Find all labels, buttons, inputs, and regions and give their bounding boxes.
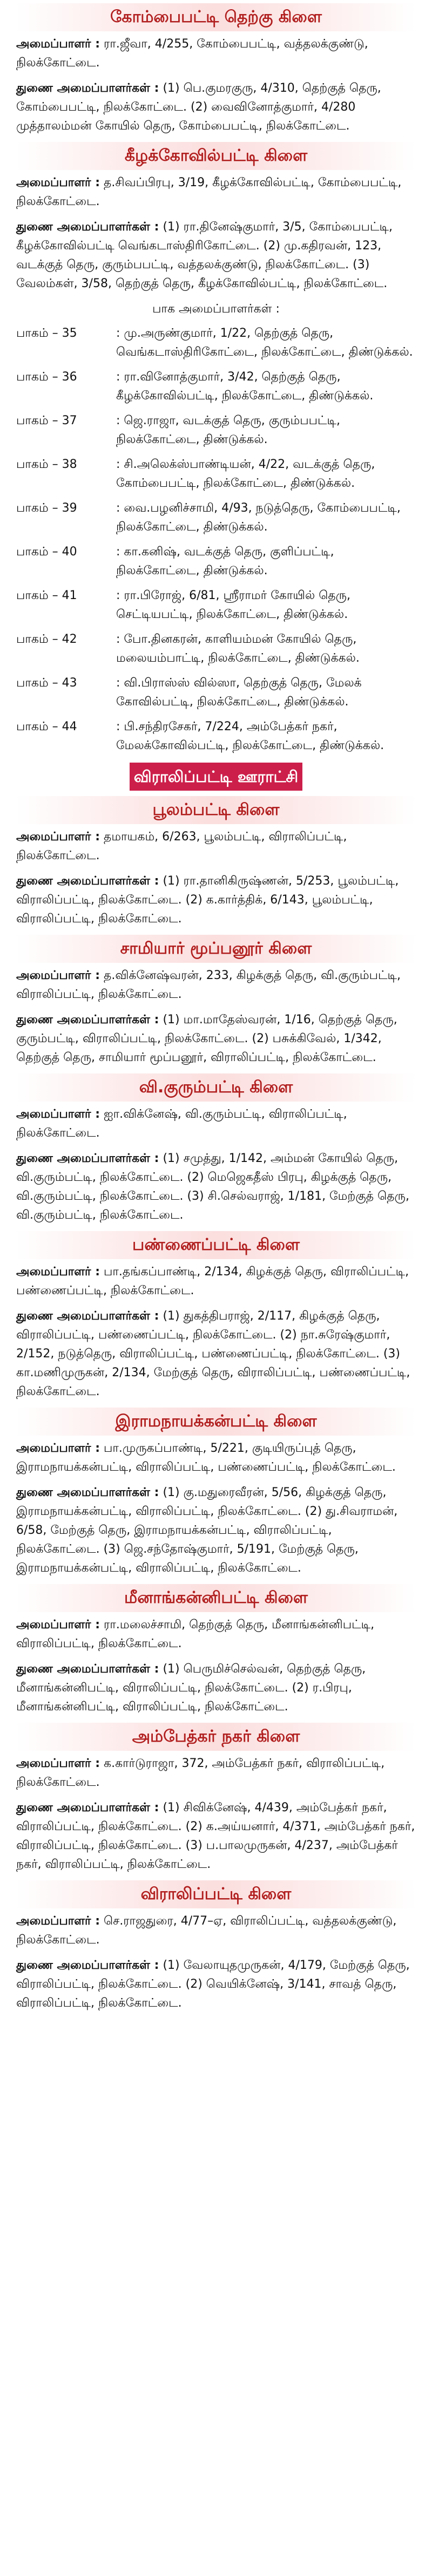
booth-organiser-details: : மு.அருண்குமார், 1/22, தெற்குத் தெரு, வெங்கடாஸ்திரிகோட்டை, நிலக்கோட்டை, திண்டுக்கல். <box>116 327 413 359</box>
branch-heading: வி.குரும்பட்டி கிளை <box>16 1073 416 1102</box>
organiser-details: செ.ராஜதுரை, 4/77–ஏ, விராலிப்பட்டி, வத்தலக்குண்டு, நிலக்கோட்டை. <box>16 1914 397 1947</box>
booth-number: பாகம் – 44 <box>16 720 77 733</box>
organiser-entry <box>16 35 416 72</box>
booth-organiser-details: : ரா.பிரோஜ், 6/81, ஸ்ரீராமர் கோயில் தெரு, செட்டியபட்டி, நிலக்கோட்டை, திண்டுக்கல். <box>116 589 351 621</box>
organiser-entry <box>16 1149 416 1225</box>
role-label: அமைப்பாளர் : <box>16 37 100 51</box>
role-label: அமைப்பாளர் : <box>16 1757 100 1770</box>
booth-row <box>16 368 416 405</box>
role-label: துணை அமைப்பாளர்கள் : <box>16 1152 159 1165</box>
organiser-details: ரா.மலைச்சாமி, தெற்குத் தெரு, மீனாங்கன்னிபட்டி, விராலிப்பட்டி, நிலக்கோட்டை. <box>16 1618 375 1650</box>
booth-row <box>16 455 416 493</box>
booth-organiser-details: : பி.சந்திரசேகர், 7/224, அம்பேத்கர் நகர், மேலக்கோவில்பட்டி, நிலக்கோட்டை, திண்டுக்கல். <box>116 720 384 752</box>
branch-heading: பூலம்பட்டி கிளை <box>16 796 416 824</box>
organiser-details: (1) ரா.தானிகிருஷ்ணன், 5/253, பூலம்பட்டி, விராலிப்பட்டி, நிலக்கோட்டை. (2) க.கார்த்திக், 6/143, பூலம்பட்டி, விராலிப்பட்டி, நிலக்கோட்டை. <box>16 874 399 926</box>
role-label: அமைப்பாளர் : <box>16 176 100 189</box>
organiser-entry <box>16 966 416 1004</box>
role-label: துணை அமைப்பாளர்கள் : <box>16 1662 159 1676</box>
organiser-entry <box>16 79 416 135</box>
role-label: அமைப்பாளர் : <box>16 1618 100 1632</box>
organiser-entry <box>16 1483 416 1578</box>
role-label: அமைப்பாளர் : <box>16 1442 100 1455</box>
booth-number: பாகம் – 38 <box>16 458 77 471</box>
booth-organiser-details: : சி.அலெக்ஸ்பாண்டியன், 4/22, வடக்குத் தெரு, கோம்பைபட்டி, நிலக்கோட்டை, திண்டுக்கல். <box>116 458 375 490</box>
organiser-entry <box>16 872 416 928</box>
booth-row <box>16 499 416 536</box>
organiser-entry <box>16 1010 416 1067</box>
booth-number: பாகம் – 35 <box>16 327 77 340</box>
organiser-entry <box>16 1105 416 1143</box>
role-label: அமைப்பாளர் : <box>16 1914 100 1928</box>
booth-row <box>16 411 416 449</box>
role-label: துணை அமைப்பாளர்கள் : <box>16 81 159 95</box>
panchayat-banner: விராலிப்பட்டி ஊராட்சி <box>130 763 302 791</box>
role-label: அமைப்பாளர் : <box>16 1265 100 1279</box>
branch-heading: இராமநாயக்கன்பட்டி கிளை <box>16 1408 416 1436</box>
booth-number: பாகம் – 42 <box>16 633 77 646</box>
organiser-entry <box>16 1307 416 1401</box>
organiser-details: (1) துகத்திபராஜ், 2/117, கிழக்குத் தெரு, விராலிப்பட்டி, பண்ணைப்பட்டி, நிலக்கோட்டை. (2) நா.சுரேஷ்குமார், 2/152, நடுத்தெரு, விராலிப்பட்டி, பண்ணைப்பட்டி, நிலக்கோட்டை. (3) கா.மணிமுருகன், 2/134, மேற்குத் தெரு, விராலிப்பட்டி, பண்ணைப்பட்டி, நிலக்கோட்டை. <box>16 1309 410 1398</box>
role-label: துணை அமைப்பாளர்கள் : <box>16 1959 159 1972</box>
booth-number: பாகம் – 43 <box>16 676 77 690</box>
organiser-details: (1) சமுத்து, 1/142, அம்மன் கோயில் தெரு, வி.குரும்பட்டி, நிலக்கோட்டை. (2) மெஜெகதீஸ் பிரபு, கிழக்குத் தெரு, வி.குரும்பட்டி, நிலக்கோட்டை. (3) சி.செல்வராஜ், 1/181, மேற்குத் தெரு, வி.குரும்பட்டி, நிலக்கோட்டை. <box>16 1152 409 1222</box>
organiser-details: (1) கு.மதுரைவீரன், 5/56, கிழக்குத் தெரு, இராமநாயக்கன்பட்டி, விராலிப்பட்டி, நிலக்கோட்டை. (2) து.சிவராமன், 6/58, மேற்குத் தெரு, இராமநாயக்கன்பட்டி, விராலிப்பட்டி, நிலக்கோட்டை. (3) ஜெ.சந்தோஷ்குமார், 5/191, மேற்குத் தெரு, இராமநாயக்கன்பட்டி, விராலிப்பட்டி, நிலக்கோட்டை. <box>16 1486 398 1575</box>
booth-row <box>16 586 416 624</box>
organiser-details: தமாயகம், 6/263, பூலம்பட்டி, விராலிப்பட்டி, நிலக்கோட்டை. <box>16 830 347 862</box>
booth-number: பாகம் – 37 <box>16 414 77 427</box>
role-label: துணை அமைப்பாளர்கள் : <box>16 1013 159 1027</box>
branch-heading: கீழக்கோவில்பட்டி கிளை <box>16 142 416 170</box>
booth-organiser-details: : ஜெ.ராஜா, வடக்குத் தெரு, குரும்பபட்டி, நிலக்கோட்டை, திண்டுக்கல். <box>116 414 341 446</box>
organiser-details: பா.தங்கப்பாண்டி, 2/134, கிழக்குத் தெரு, விராலிப்பட்டி, பண்ணைப்பட்டி, நிலக்கோட்டை. <box>16 1265 409 1297</box>
booth-number: பாகம் – 39 <box>16 501 77 515</box>
booth-row <box>16 542 416 580</box>
booth-organiser-details: : ரா.வினோத்குமார், 3/42, தெற்குத் தெரு, கீழக்கோவில்பட்டி, நிலக்கோட்டை, திண்டுக்கல். <box>116 370 374 403</box>
organiser-entry <box>16 1754 416 1792</box>
organiser-details: ஐா.விக்னேஷ், வி.குரும்பட்டி, விராலிப்பட்டி, நிலக்கோட்டை. <box>16 1107 347 1140</box>
branch-heading: சாமியார் மூப்பனூர் கிளை <box>16 935 416 963</box>
organiser-entry <box>16 827 416 865</box>
organiser-entry <box>16 173 416 211</box>
role-label: துணை அமைப்பாளர்கள் : <box>16 1801 159 1814</box>
role-label: துணை அமைப்பாளர்கள் : <box>16 874 159 888</box>
organiser-entry <box>16 1660 416 1716</box>
organiser-entry <box>16 1615 416 1653</box>
organiser-entry <box>16 1262 416 1300</box>
booth-number: பாகம் – 36 <box>16 370 77 384</box>
organiser-details: (1) வேலாயுதமுருகன், 4/179, மேற்குத் தெரு, விராலிப்பட்டி, நிலக்கோட்டை. (2) வெயிக்னேஷ், 3/141, சாவத் தெரு, விராலிப்பட்டி, நிலக்கோட்டை. <box>16 1959 410 2010</box>
branch-heading: அம்பேத்கர் நகர் கிளை <box>16 1723 416 1751</box>
booth-organiser-details: : வி.பிராஸ்ஸ் வில்ஸா, தெற்குத் தெரு, மேலக் கோவில்பட்டி, நிலக்கோட்டை, திண்டுக்கல். <box>116 676 362 709</box>
role-label: துணை அமைப்பாளர்கள் : <box>16 1309 159 1323</box>
role-label: அமைப்பாளர் : <box>16 830 100 844</box>
booth-row <box>16 324 416 362</box>
organiser-details: (1) பெருமிச்செல்வன், தெற்குத் தெரு, மீனாங்கன்னிபட்டி, விராலிப்பட்டி, நிலக்கோட்டை. (2) ர.பிரபு, மீனாங்கன்னிபட்டி, விராலிப்பட்டி, நிலக்கோட்டை. <box>16 1662 366 1714</box>
organiser-details: (1) மா.மாதேஸ்வரன், 1/16, தெற்குத் தெரு, குரும்பட்டி, விராலிப்பட்டி, நிலக்கோட்டை. (2) பசுக்கிவேல், 1/342, தெற்குத் தெரு, சாமியார் மூப்பனூர், விராலிப்பட்டி, நிலக்கோட்டை. <box>16 1013 397 1064</box>
organiser-details: த.சிவப்பிரபு, 3/19, கீழக்கோவில்பட்டி, கோம்பைபட்டி, நிலக்கோட்டை. <box>16 176 402 208</box>
booth-row <box>16 630 416 668</box>
organiser-details: த.விக்னேஷ்வரன், 233, கிழக்குத் தெரு, வி.குரும்பட்டி, விராலிப்பட்டி, நிலக்கோட்டை. <box>16 969 401 1001</box>
booth-number: பாகம் – 40 <box>16 545 77 559</box>
booth-organiser-details: : கா.கனிஷ், வடக்குத் தெரு, குளிப்பட்டி, நிலக்கோட்டை, திண்டுக்கல். <box>116 545 334 577</box>
organiser-entry <box>16 1798 416 1874</box>
role-label: அமைப்பாளர் : <box>16 969 100 982</box>
role-label: துணை அமைப்பாளர்கள் : <box>16 1486 159 1499</box>
branch-heading: விராலிப்பட்டி கிளை <box>16 1880 416 1908</box>
role-label: துணை அமைப்பாளர்கள் : <box>16 220 159 234</box>
booth-row <box>16 674 416 711</box>
organiser-details: (1) ரா.தினேஷ்குமார், 3/5, கோம்பைபட்டி, கீழக்கோவில்பட்டி வெங்கடாஸ்திரிகோட்டை. (2) மு.கதிரவன், 123, வடக்குத் தெரு, குரும்பபட்டி, வத்தலக்குண்டு, நிலக்கோட்டை. (3) வேலம்கள், 3/58, தெற்குத் தெரு, கீழக்கோவில்பட்டி, நிலக்கோட்டை. <box>16 220 393 290</box>
booth-organiser-details: : போ.தினகரன், காளியம்மன் கோயில் தெரு, மலையம்பாட்டி, நிலக்கோட்டை, திண்டுக்கல். <box>116 633 360 665</box>
organiser-entry <box>16 1956 416 2013</box>
branch-heading: பண்ணைப்பட்டி கிளை <box>16 1231 416 1259</box>
organiser-details: ரா.ஜீவா, 4/255, கோம்பைபட்டி, வத்தலக்குண்டு, நிலக்கோட்டை. <box>16 37 368 70</box>
organiser-details: (1) சிவிக்னேஷ், 4/439, அம்பேத்கர் நகர், விராலிப்பட்டி, நிலக்கோட்டை. (2) க.அய்யனார், 4/371, அம்பேத்கர் நகர், விராலிப்பட்டி, நிலக்கோட்டை. (3) ப.பாலமுருகன், 4/237, அம்பேத்கர் நகர், விராலிப்பட்டி, நிலக்கோட்டை. <box>16 1801 415 1871</box>
booth-organisers-label: பாக அமைப்பாளர்கள் : <box>152 302 280 316</box>
booth-row <box>16 717 416 755</box>
organiser-entry <box>16 218 416 293</box>
organiser-details: க.கார்டுராஜா, 372, அம்பேத்கர் நகர், விராலிப்பட்டி, நிலக்கோட்டை. <box>16 1757 385 1789</box>
role-label: அமைப்பாளர் : <box>16 1107 100 1121</box>
booth-organiser-details: : வை.பழனிச்சாமி, 4/93, நடுத்தெரு, கோம்பைபட்டி, நிலக்கோட்டை, திண்டுக்கல். <box>116 501 401 534</box>
organiser-details: (1) பெ.குமரகுரு, 4/310, தெற்குத் தெரு, கோம்பைபட்டி, நிலக்கோட்டை. (2) வைவினோத்குமார், 4/280 முத்தாலம்மன் கோயில் தெரு, கோம்பைபட்டி, நிலக்கோட்டை. <box>16 81 381 133</box>
organiser-entry <box>16 1439 416 1477</box>
organiser-details: பா.முருகப்பாண்டி, 5/221, குடியிருப்புத் தெரு, இராமநாயக்கன்பட்டி, விராலிப்பட்டி, பண்ணைப்பட்டி, நிலக்கோட்டை. <box>16 1442 396 1474</box>
branch-heading: கோம்பைபட்டி தெற்கு கிளை <box>16 3 416 31</box>
branch-heading: மீனாங்கன்னிபட்டி கிளை <box>16 1584 416 1612</box>
organiser-entry <box>16 1912 416 1949</box>
booth-number: பாகம் – 41 <box>16 589 77 602</box>
